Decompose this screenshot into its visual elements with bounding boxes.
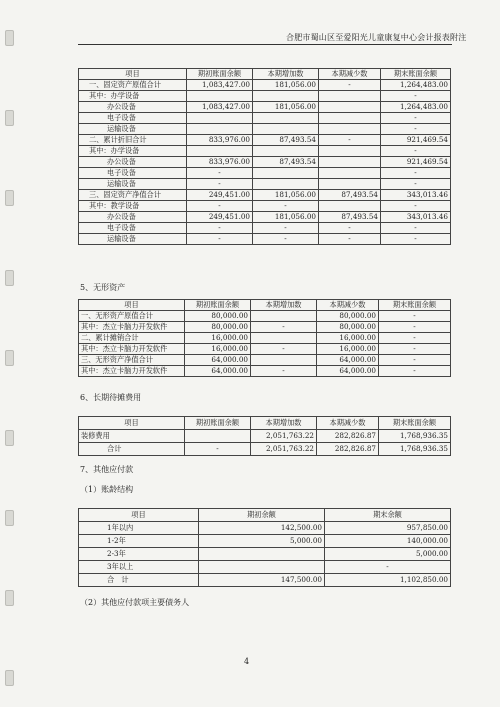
binder-hole [5, 430, 14, 446]
section-6-title: 6、长期待摊费用 [80, 393, 142, 402]
table-row [79, 102, 451, 113]
cell-value: 87,493.54 [319, 212, 381, 223]
cell-value: - [381, 124, 451, 135]
cell-value: 87,493.54 [253, 135, 319, 146]
cell-value: 282,826.87 [317, 443, 379, 456]
cell-value [253, 124, 319, 135]
fixed-assets-table [78, 68, 451, 245]
cell-value [319, 146, 381, 157]
table-row [79, 535, 451, 548]
cell-value: 1,768,936.35 [379, 430, 451, 443]
cell-value: 833,976.00 [187, 135, 253, 146]
cell-value: 16,000.00 [317, 344, 379, 355]
row-label: 2-3年 [79, 548, 199, 561]
cell-value: 16,000.00 [185, 333, 251, 344]
cell-value: 16,000.00 [185, 344, 251, 355]
cell-value: 181,056.00 [253, 80, 319, 91]
row-label: 电子设备 [79, 113, 187, 124]
table-row [79, 113, 451, 124]
row-label: 运输设备 [79, 234, 187, 245]
cell-value: 1,768,936.35 [379, 443, 451, 456]
cell-value [253, 179, 319, 190]
row-label: 其中：杰立卡脑力开发软件 [79, 366, 185, 377]
cell-value: - [187, 168, 253, 179]
cell-value: 5,000.00 [199, 535, 325, 548]
cell-value [319, 201, 381, 212]
cell-value: 343,013.46 [381, 190, 451, 201]
cell-value [251, 355, 317, 366]
cell-value [319, 179, 381, 190]
table-row [79, 344, 451, 355]
cell-value [319, 91, 381, 102]
cell-value: - [381, 234, 451, 245]
cell-value: - [319, 135, 381, 146]
row-label: 运输设备 [79, 124, 187, 135]
cell-value: - [319, 223, 381, 234]
header-rule [78, 44, 452, 45]
cell-value: - [379, 333, 451, 344]
cell-value [319, 157, 381, 168]
cell-value: 80,000.00 [185, 322, 251, 333]
cell-value: 64,000.00 [185, 366, 251, 377]
cell-value: - [381, 223, 451, 234]
column-header: 项目 [79, 417, 185, 430]
cell-value: 181,056.00 [253, 212, 319, 223]
cell-value: - [379, 344, 451, 355]
cell-value: 142,500.00 [199, 522, 325, 535]
column-header: 本期增加数 [251, 300, 317, 311]
binder-hole [5, 110, 14, 126]
row-label: 运输设备 [79, 179, 187, 190]
table-row [79, 548, 451, 561]
page-header: 合肥市蜀山区至爱阳光儿童康复中心会计报表附注 [286, 33, 467, 42]
row-label: 3年以上 [79, 561, 199, 574]
aging-table [78, 508, 451, 587]
row-label: 一、固定资产原值合计 [79, 80, 187, 91]
cell-value: 2,051,763.22 [251, 443, 317, 456]
page-number: 4 [244, 657, 250, 666]
table-row [79, 135, 451, 146]
row-label: 电子设备 [79, 223, 187, 234]
row-label: 其中：办学设备 [79, 146, 187, 157]
cell-value: 64,000.00 [317, 355, 379, 366]
column-header: 期末账面余额 [379, 300, 451, 311]
table-header-row [79, 69, 451, 80]
cell-value: 2,051,763.22 [251, 430, 317, 443]
cell-value: - [381, 179, 451, 190]
row-label: 办公设备 [79, 102, 187, 113]
row-label: 办公设备 [79, 212, 187, 223]
cell-value: - [319, 234, 381, 245]
section-5-title: 5、无形资产 [80, 283, 126, 292]
cell-value [251, 311, 317, 322]
cell-value: - [381, 91, 451, 102]
cell-value: 80,000.00 [317, 311, 379, 322]
table-row [79, 179, 451, 190]
row-label: 其中：杰立卡脑力开发软件 [79, 322, 185, 333]
cell-value: - [251, 322, 317, 333]
cell-value: 1,264,483.00 [381, 80, 451, 91]
binder-hole [5, 190, 14, 206]
column-header: 项目 [79, 509, 199, 522]
cell-value: 16,000.00 [317, 333, 379, 344]
cell-value: - [253, 223, 319, 234]
row-label: 1-2年 [79, 535, 199, 548]
cell-value: 80,000.00 [185, 311, 251, 322]
cell-value: - [253, 234, 319, 245]
cell-value: 343,013.46 [381, 212, 451, 223]
table-row [79, 157, 451, 168]
cell-value: - [251, 344, 317, 355]
column-header: 期末余额 [325, 509, 451, 522]
table-header-row [79, 509, 451, 522]
cell-value [185, 430, 251, 443]
table-row [79, 561, 451, 574]
cell-value: 833,976.00 [187, 157, 253, 168]
cell-value [187, 91, 253, 102]
column-header: 项目 [79, 69, 187, 80]
cell-value [199, 548, 325, 561]
table-row [79, 366, 451, 377]
cell-value: - [381, 168, 451, 179]
prepaid-expenses-table [78, 416, 451, 456]
cell-value: - [379, 366, 451, 377]
cell-value: 64,000.00 [185, 355, 251, 366]
table-row [79, 80, 451, 91]
cell-value [253, 91, 319, 102]
column-header: 期末账面余额 [379, 417, 451, 430]
cell-value: - [187, 234, 253, 245]
cell-value: 87,493.54 [253, 157, 319, 168]
cell-value: - [379, 311, 451, 322]
cell-value [253, 146, 319, 157]
cell-value: 5,000.00 [325, 548, 451, 561]
table-row [79, 212, 451, 223]
cell-value: 921,469.54 [381, 157, 451, 168]
section-7-2-title: （2）其他应付款项主要债务人 [80, 598, 190, 607]
cell-value [319, 124, 381, 135]
column-header: 本期增加数 [251, 417, 317, 430]
table-row [79, 201, 451, 212]
binder-hole [5, 590, 14, 606]
cell-value [187, 124, 253, 135]
cell-value [187, 113, 253, 124]
section-7-1-title: （1）账龄结构 [80, 485, 134, 494]
cell-value: 181,056.00 [253, 190, 319, 201]
cell-value: 1,264,483.00 [381, 102, 451, 113]
row-label: 其中：杰立卡脑力开发软件 [79, 344, 185, 355]
table-row [79, 146, 451, 157]
cell-value: - [253, 201, 319, 212]
row-label: 电子设备 [79, 168, 187, 179]
cell-value: - [187, 179, 253, 190]
section-7-title: 7、其他应付款 [80, 465, 134, 474]
table-row [79, 124, 451, 135]
cell-value: 282,826.87 [317, 430, 379, 443]
cell-value: 147,500.00 [199, 574, 325, 587]
cell-value [251, 333, 317, 344]
row-label: 其中：办学设备 [79, 91, 187, 102]
column-header: 期末账面余额 [381, 69, 451, 80]
column-header: 本期减少数 [317, 300, 379, 311]
cell-value: - [187, 201, 253, 212]
column-header: 本期减少数 [319, 69, 381, 80]
table-header-row [79, 300, 451, 311]
table-row [79, 443, 451, 456]
cell-value: - [251, 366, 317, 377]
row-label: 三、固定资产净值合计 [79, 190, 187, 201]
table-row [79, 574, 451, 587]
cell-value [319, 168, 381, 179]
cell-value: 140,000.00 [325, 535, 451, 548]
binder-hole [5, 30, 14, 46]
binder-hole [5, 350, 14, 366]
table-header-row [79, 417, 451, 430]
row-label: 装修费用 [79, 430, 185, 443]
cell-value: 181,056.00 [253, 102, 319, 113]
row-label: 合 计 [79, 574, 199, 587]
cell-value: - [187, 223, 253, 234]
column-header: 期初账面余额 [187, 69, 253, 80]
intangible-assets-table [78, 299, 451, 377]
row-label: 三、无形资产净值合计 [79, 355, 185, 366]
cell-value: 249,451.00 [187, 212, 253, 223]
cell-value [199, 561, 325, 574]
cell-value [319, 113, 381, 124]
cell-value: 1,083,427.00 [187, 102, 253, 113]
table-row [79, 522, 451, 535]
column-header: 本期减少数 [317, 417, 379, 430]
binder-hole [5, 270, 14, 286]
cell-value: - [381, 113, 451, 124]
cell-value: 957,850.00 [325, 522, 451, 535]
table-row [79, 322, 451, 333]
cell-value [253, 168, 319, 179]
row-label: 二、累计折旧合计 [79, 135, 187, 146]
row-label: 1年以内 [79, 522, 199, 535]
binder-hole [5, 510, 14, 526]
cell-value [253, 113, 319, 124]
cell-value: - [381, 201, 451, 212]
row-label: 合计 [79, 443, 185, 456]
cell-value: 80,000.00 [317, 322, 379, 333]
table-row [79, 333, 451, 344]
cell-value: 921,469.54 [381, 135, 451, 146]
column-header: 期初余额 [199, 509, 325, 522]
cell-value: 1,083,427.00 [187, 80, 253, 91]
cell-value [187, 146, 253, 157]
table-row [79, 234, 451, 245]
cell-value: 1,102,850.00 [325, 574, 451, 587]
cell-value: - [325, 561, 451, 574]
table-row [79, 223, 451, 234]
cell-value: - [185, 443, 251, 456]
cell-value: - [379, 355, 451, 366]
table-row [79, 168, 451, 179]
binder-holes [2, 0, 16, 707]
binder-hole [5, 670, 14, 686]
column-header: 期初账面余额 [185, 300, 251, 311]
row-label: 其中：教学设备 [79, 201, 187, 212]
column-header: 项目 [79, 300, 185, 311]
cell-value: 64,000.00 [317, 366, 379, 377]
table-row [79, 430, 451, 443]
row-label: 二、累计摊销合计 [79, 333, 185, 344]
table-row [79, 355, 451, 366]
row-label: 办公设备 [79, 157, 187, 168]
cell-value [319, 102, 381, 113]
cell-value: - [381, 146, 451, 157]
cell-value: 249,451.00 [187, 190, 253, 201]
cell-value: - [379, 322, 451, 333]
column-header: 期初账面余额 [185, 417, 251, 430]
table-row [79, 91, 451, 102]
column-header: 本期增加数 [253, 69, 319, 80]
cell-value: - [319, 80, 381, 91]
table-row [79, 311, 451, 322]
row-label: 一、无形资产原值合计 [79, 311, 185, 322]
cell-value: 87,493.54 [319, 190, 381, 201]
table-row [79, 190, 451, 201]
